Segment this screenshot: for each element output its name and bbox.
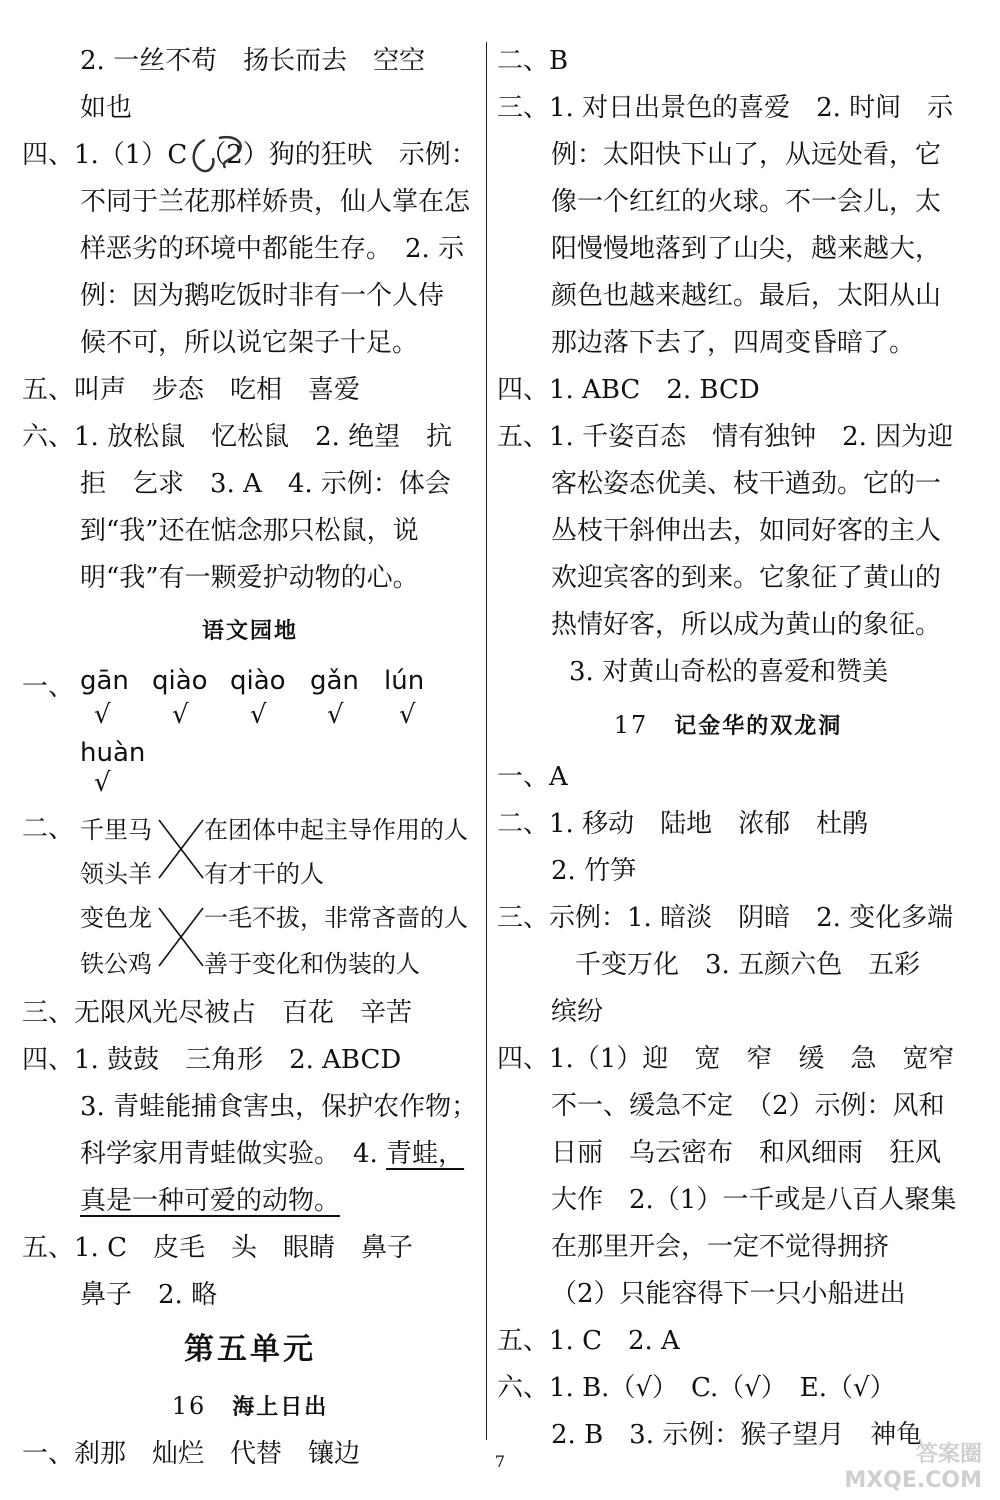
check-mark-icon: √: [94, 768, 111, 798]
underlined-answer: 真是一种可爱的动物。: [80, 1186, 341, 1216]
watermark-line: 答案圈: [915, 1442, 982, 1467]
lesson-number: 16: [171, 1392, 207, 1420]
page-number: 7: [494, 1452, 506, 1471]
text-line: 如也: [80, 93, 133, 123]
text-line: [22, 1131, 478, 1178]
text-line: 欢迎宾客的到来。它象征了黄山的: [551, 563, 942, 593]
underlined-answer: 青蛙，: [386, 1139, 465, 1169]
section-title-yuwen-yuandi: 语文园地: [201, 618, 298, 644]
text-line: 鼻子 2. 略: [80, 1280, 218, 1310]
matching-group-1: [22, 806, 478, 898]
text-line: 例：因为鹅吃饭时非有一个人侍: [80, 281, 445, 311]
left-column: [22, 38, 478, 1478]
pinyin-item: gān: [80, 666, 129, 696]
text-line: 不同于兰花那样娇贵，仙人掌在怎: [80, 187, 471, 217]
match-term: 变色龙: [80, 904, 152, 932]
text-line: 例：太阳快下山了，从远处看，它: [551, 140, 942, 170]
match-definition: 有才干的人: [204, 860, 324, 888]
text-line: 三、1. 对日出景色的喜爱 2. 时间 示: [497, 93, 954, 123]
pinyin-item: gǎn: [310, 666, 359, 696]
text-line: 四、1.（1）迎 宽 窄 缓 急 宽窄: [497, 1044, 955, 1074]
text-line: 三、示例：1. 暗淡 阴暗 2. 变化多端: [497, 903, 954, 933]
text-line: 丛枝干斜伸出去，如同好客的主人: [551, 516, 942, 546]
text-line: 二、1. 移动 陆地 浓郁 杜鹃: [497, 809, 869, 839]
matching-group-2: [22, 898, 478, 990]
match-definition: 一毛不拔，非常吝啬的人: [204, 904, 468, 932]
check-mark-icon: √: [327, 700, 344, 730]
text-line: 千变万化 3. 五颜六色 五彩: [575, 950, 921, 980]
text-line: 阳慢慢地落到了山尖，越来越大，: [551, 234, 942, 264]
unit-title: 第五单元: [184, 1332, 316, 1367]
lesson-name: 记金华的双龙洞: [674, 713, 843, 739]
column-divider: [486, 42, 487, 1440]
pinyin-item: qiào: [230, 666, 286, 696]
text-line: 五、叫声 步态 吃相 喜爱: [22, 375, 361, 405]
text-line: 一、刹那 灿烂 代替 镶边: [22, 1439, 361, 1469]
text-line: 四、1. 鼓鼓 三角形 2. ABCD: [22, 1045, 402, 1075]
text-line: 候不可，所以说它架子十足。: [80, 328, 419, 358]
text-line: 五、1. C 2. A: [497, 1326, 680, 1356]
text-line: 一、A: [497, 762, 568, 792]
watermark-line: MXQE.COM: [844, 1468, 982, 1493]
text-line: [22, 1178, 478, 1225]
watermark-logo: [844, 1442, 982, 1494]
lesson-name: 海上日出: [232, 1394, 329, 1420]
check-mark-icon: √: [399, 700, 416, 730]
pinyin-item: huàn: [80, 738, 146, 768]
handwritten-mark-icon: [175, 130, 265, 180]
text-line: 那边落下去了，四周变昏暗了。: [551, 328, 916, 358]
text-line: 六、1. 放松鼠 忆松鼠 2. 绝望 抗: [22, 422, 453, 452]
check-row-1: [22, 700, 478, 734]
pinyin-row-2: [22, 734, 478, 776]
lesson-title-17: [497, 696, 959, 754]
right-column: [497, 38, 959, 1459]
text-line: 日丽 乌云密布 和风细雨 狂风: [551, 1138, 942, 1168]
match-term: 领头羊: [80, 860, 152, 888]
pinyin-item: lún: [384, 666, 425, 696]
text-line: 2. 一丝不苟 扬长而去 空空: [80, 46, 426, 76]
check-row-2: [22, 768, 478, 806]
check-mark-icon: √: [250, 700, 267, 730]
lesson-title-16: [22, 1381, 478, 1431]
pinyin-item: qiào: [152, 666, 208, 696]
text-line: 不一、缓急不定 （2）示例：风和: [551, 1091, 945, 1121]
text-line: 三、无限风光尽被占 百花 辛苦: [22, 998, 413, 1028]
check-mark-icon: √: [172, 700, 189, 730]
text-line: 五、1. C 皮毛 头 眼睛 鼻子: [22, 1233, 413, 1263]
text-line: 六、1. B.（√） C.（√） E.（√）: [497, 1373, 896, 1403]
text-fragment: 科学家用青蛙做实验。 4.: [80, 1139, 387, 1169]
match-cross-lines: [157, 814, 207, 884]
text-line: 到“我”还在惦念那只松鼠，说: [80, 516, 419, 546]
text-line: 明“我”有一颗爱护动物的心。: [80, 563, 419, 593]
text-line: 拒 乞求 3. A 4. 示例：体会: [80, 469, 451, 499]
text-line: 在那里开会，一定不觉得拥挤: [551, 1232, 890, 1262]
text-line: 样恶劣的环境中都能生存。 2. 示: [80, 234, 465, 264]
match-term: 千里马: [80, 816, 152, 844]
match-definition: 善于变化和伪装的人: [204, 950, 420, 978]
text-line: 大作 2.（1）一千或是八百人聚集: [551, 1185, 957, 1215]
match-cross-lines: [157, 902, 207, 972]
text-line: 二、B: [497, 46, 569, 76]
text-line: 四、1. ABC 2. BCD: [497, 375, 760, 405]
text-line: 四、1.（1）C （2）狗的狂吠 示例：: [22, 140, 477, 170]
text-line: 2. B 3. 示例：猴子望月 神龟: [551, 1420, 923, 1450]
text-line: （2）只能容得下一只小船进出: [551, 1279, 906, 1309]
text-line: 颜色也越来越红。最后，太阳从山: [551, 281, 942, 311]
text-line: 2. 竹笋: [551, 856, 637, 886]
item-prefix: 二、: [22, 814, 75, 844]
lesson-number: 17: [613, 711, 649, 739]
text-line: 五、1. 千姿百态 情有独钟 2. 因为迎: [497, 422, 954, 452]
text-line: 热情好客，所以成为黄山的象征。: [551, 610, 942, 640]
text-line: 像一个红红的火球。不一会儿，太: [551, 187, 942, 217]
text-line: 客松姿态优美、枝干遒劲。它的一: [551, 469, 942, 499]
match-definition: 在团体中起主导作用的人: [204, 816, 468, 844]
item-prefix: 一、: [22, 672, 75, 702]
check-mark-icon: √: [94, 700, 111, 730]
text-line: 3. 对黄山奇松的喜爱和赞美: [569, 657, 889, 687]
text-line: 缤纷: [551, 997, 604, 1027]
match-term: 铁公鸡: [80, 950, 152, 978]
text-line: 3. 青蛙能捕食害虫，保护农作物；: [80, 1092, 478, 1122]
